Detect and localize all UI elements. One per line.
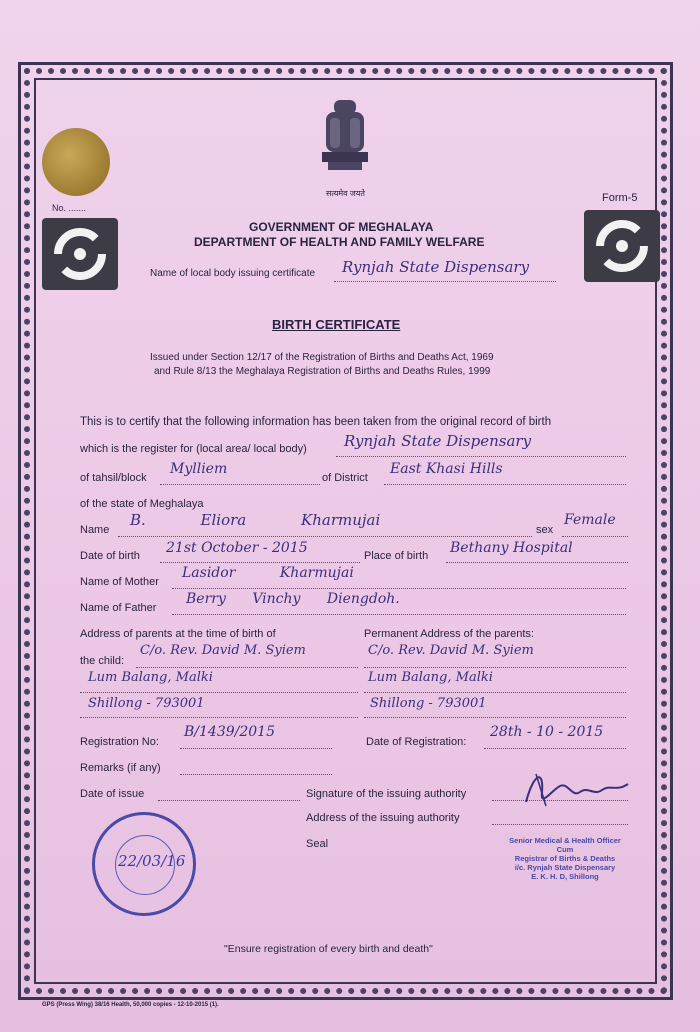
addr-perm-dotline-1 [364, 667, 626, 668]
address-authority-dotline [492, 824, 628, 825]
pob-value: Bethany Hospital [450, 540, 573, 556]
seal-label: Seal [306, 838, 329, 850]
name-label: Name [80, 524, 110, 536]
address-birth-label: Address of parents at the time of birth of [80, 628, 276, 640]
dob-label: Date of birth [80, 550, 140, 562]
government-heading: GOVERNMENT OF MEGHALAYA [249, 220, 434, 234]
father-value: Berry Vinchy Diengdoh. [186, 591, 400, 607]
addr-perm-dotline-3 [364, 717, 626, 718]
stamp-line: Registrar of Births & Deaths [514, 854, 616, 863]
stamp-line: i/c. Rynjah State Dispensary [514, 863, 616, 872]
district-label: of District [322, 472, 368, 484]
address-birth-line2: Lum Balang, Malki [88, 670, 213, 685]
registration-no-value: B/1439/2015 [184, 724, 275, 740]
father-label: Name of Father [80, 602, 157, 614]
department-heading: DEPARTMENT OF HEALTH AND FAMILY WELFARE [194, 235, 485, 249]
address-permanent-line2: Lum Balang, Malki [368, 670, 493, 685]
address-birth-line1: C/o. Rev. David M. Syiem [140, 643, 306, 658]
district-dotline [384, 484, 626, 485]
sex-dotline [562, 536, 628, 537]
local-body-value: Rynjah State Dispensary [342, 258, 530, 276]
name-dotline [118, 536, 532, 537]
addr-birth-dotline-1 [136, 667, 358, 668]
issue-date-dotline [158, 800, 300, 801]
form-number: Form-5 [602, 192, 638, 204]
remarks-dotline [180, 774, 332, 775]
emblem-motto: सत्यमेव जयते [326, 189, 365, 198]
addr-birth-dotline-3 [80, 717, 358, 718]
national-emblem-icon [314, 96, 376, 188]
stamp-line: Cum [556, 845, 574, 854]
certify-statement: This is to certify that the following information has been taken from the original record of birth [80, 416, 552, 428]
pob-dotline [446, 562, 628, 563]
authority-stamp [490, 836, 640, 881]
address-birth-line3: Shillong - 793001 [88, 696, 205, 711]
addr-perm-dotline-2 [364, 692, 626, 693]
register-label: which is the register for (local area/ local body) [80, 443, 307, 455]
handwritten-signature [516, 762, 636, 812]
child-name-value: B. Eliora Kharmujai [130, 511, 381, 529]
tahsil-label: of tahsil/block [80, 472, 147, 484]
dob-dotline [160, 562, 360, 563]
district-value: East Khasi Hills [390, 461, 503, 477]
address-authority-label: Address of the issuing authority [306, 812, 460, 824]
round-stamp-date: 22/03/16 [118, 852, 186, 870]
address-permanent-label: Permanent Address of the parents: [364, 628, 534, 640]
signature-label: Signature of the issuing authority [306, 788, 467, 800]
stamp-line: Senior Medical & Health Officer [509, 836, 621, 845]
registration-date-value: 28th - 10 - 2015 [490, 724, 604, 740]
addr-birth-dotline-2 [80, 692, 358, 693]
sex-label: sex [536, 524, 554, 536]
mother-dotline [172, 588, 626, 589]
register-value: Rynjah State Dispensary [344, 432, 532, 450]
mother-label: Name of Mother [80, 576, 159, 588]
address-birth-child-label: the child: [80, 655, 125, 667]
issued-under-line2: and Rule 8/13 the Meghalaya Registration of Births and Deaths Rules, 1999 [154, 366, 491, 377]
stamp-line: E. K. H. D, Shillong [531, 872, 599, 881]
footer-slogan: "Ensure registration of every birth and death" [224, 943, 433, 955]
address-permanent-line1: C/o. Rev. David M. Syiem [368, 643, 534, 658]
gold-seal-icon [42, 128, 110, 196]
tahsil-dotline [160, 484, 320, 485]
local-body-dotline [334, 281, 556, 282]
health-logo-right-icon [584, 210, 660, 282]
issued-under-line1: Issued under Section 12/17 of the Registration of Births and Deaths Act, 1969 [150, 352, 494, 363]
health-logo-left-icon [42, 218, 118, 290]
register-dotline [336, 456, 626, 457]
local-body-label: Name of local body issuing certificate [150, 268, 316, 279]
address-permanent-line3: Shillong - 793001 [370, 696, 487, 711]
remarks-label: Remarks (if any) [80, 762, 161, 774]
issue-date-label: Date of issue [80, 788, 145, 800]
state-line: of the state of Meghalaya [80, 498, 204, 510]
registration-date-label: Date of Registration: [366, 736, 467, 748]
reg-no-dotline [180, 748, 332, 749]
registration-no-label: Registration No: [80, 736, 159, 748]
sex-value: Female [564, 512, 616, 528]
printer-line: GPS (Press Wing) 38/16 Health, 50,000 copies - 12-10-2015 (1). [42, 1002, 219, 1008]
mother-value: Lasidor Kharmujai [182, 565, 354, 581]
form-no-label: No. ....... [52, 203, 87, 213]
dob-value: 21st October - 2015 [166, 540, 308, 556]
tahsil-value: Mylliem [170, 461, 228, 477]
reg-date-dotline [484, 748, 626, 749]
pob-label: Place of birth [364, 550, 429, 562]
father-dotline [172, 614, 626, 615]
certificate-title: BIRTH CERTIFICATE [272, 317, 401, 332]
